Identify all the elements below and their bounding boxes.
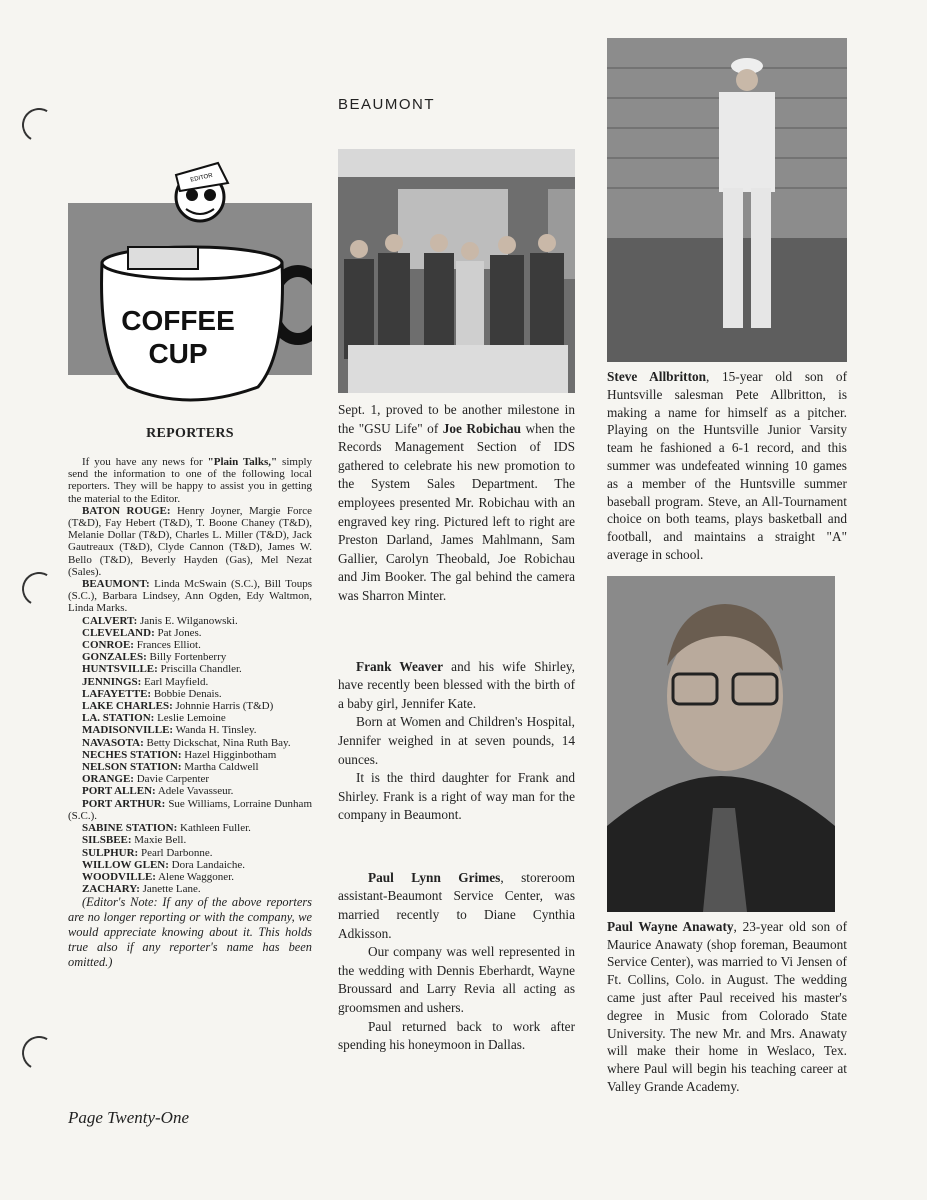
reporter-entry [68, 749, 312, 761]
story-text: It is the third daughter for Frank and Shirley. Frank is a right of way man for the company in Beaumont. [338, 770, 575, 823]
reporter-entry [68, 785, 312, 797]
reporter-location: SABINE STATION: [82, 822, 178, 835]
middle-column [338, 96, 575, 1055]
reporter-names: Dora Landaiche. [168, 858, 245, 871]
reporter-names: Janis E. Wilganowski. [137, 614, 238, 627]
reporter-names: Billy Fortenberry [146, 651, 227, 664]
reporter-entry [68, 724, 312, 736]
story-grimes [338, 869, 575, 1055]
story-text: Born at Women and Children's Hospital, Jennifer weighed in at seven pounds, 14 ounces. [338, 714, 575, 767]
reporter-entry [68, 639, 312, 651]
reporters-list [68, 456, 312, 970]
reporter-location: SILSBEE: [82, 834, 132, 847]
intro-text: If you have any news for [82, 456, 208, 468]
reporter-entry [68, 615, 312, 627]
reporter-location: BEAUMONT: [82, 578, 150, 591]
coffee-cup-logo [68, 155, 312, 410]
reporter-location: SULPHUR: [82, 846, 139, 859]
reporter-entry [68, 773, 312, 785]
reporter-entry [68, 798, 312, 822]
right-column [607, 38, 847, 1096]
reporter-location: PORT ALLEN: [82, 785, 156, 798]
reporter-location: CLEVELAND: [82, 626, 155, 639]
reporter-location: CALVERT: [82, 614, 138, 627]
cup-text-1: COFFEE [121, 305, 235, 336]
intro-bold: "Plain Talks," [207, 456, 278, 468]
caption-anawaty [607, 918, 847, 1096]
reporter-location: BATON ROUGE: [82, 504, 171, 517]
binder-hole [18, 1032, 60, 1074]
reporter-names: Frances Elliot. [133, 639, 201, 652]
binder-hole [18, 104, 60, 146]
reporter-names: Priscilla Chandler. [157, 663, 242, 676]
story-text: when the Records Management Section of IDS gathered to celebrate his new promotion to the System Sales Department. The employees presented Mr. Robichau with an engraved key ring. Pictured left to right are Preston Darland, James Mahlmann, Sam Gallier, Carolyn Theobald, Joe Robichau and Jim Booker. The gal behind the camera was Sharron Minter. [338, 420, 575, 603]
reporter-names: Sue Williams, Lorraine Dunham (S.C.). [68, 797, 312, 822]
reporter-entry [68, 834, 312, 846]
story-name: Joe Robichau [442, 420, 522, 436]
reporter-names: Kathleen Fuller. [177, 822, 251, 835]
reporter-entry [68, 883, 312, 895]
story-text: Paul returned back to work after spending his honeymoon in Dallas. [338, 1018, 575, 1053]
reporter-entry [68, 871, 312, 883]
reporter-entry [68, 761, 312, 773]
reporter-entry [68, 847, 312, 859]
portrait-photo [607, 576, 835, 912]
caption-allbritton [607, 368, 847, 564]
caption-text: , 15-year old son of Huntsville salesman Pete Allbritton, is making a name for himself as a pitcher. Playing on the Huntsville Junior Varsity team he fashioned a 6-1 record, and this summer was undefeated winning 10 games as a member of the Huntsville summer baseball program. Steve, an All-Tournament choice on both teams, plays basketball and football, and maintains a straight "A" average in school. [607, 369, 847, 562]
reporter-location: NELSON STATION: [82, 761, 182, 774]
reporter-names: Alene Waggoner. [155, 870, 234, 883]
reporter-names: Adele Vavasseur. [155, 785, 234, 798]
reporter-location: LA. STATION: [82, 712, 155, 725]
story-text: , storeroom assistant-Beaumont Service Center, was married recently to Diane Cynthia Adkisson. [338, 869, 575, 941]
reporter-entry [68, 651, 312, 663]
reporter-location: HUNTSVILLE: [82, 663, 158, 676]
reporter-names: Henry Joyner, Margie Force (T&D), Fay Hebert (T&D), T. Boone Chaney (T&D), Melanie Dollar (T&D), Charles L. Miller (T&D), Jack Gautreaux (T&D), Clyde Cannon (T&D), James W. Bello (T&D), Beverly Hayden (Gas), Mel Nezat (Sales). [68, 504, 312, 578]
story-robichau [338, 401, 575, 606]
reporter-location: LAKE CHARLES: [82, 700, 173, 713]
story-text: Sept. 1, proved to be another milestone in the "GSU Life" of [338, 402, 575, 436]
reporter-location: PORT ARTHUR: [82, 797, 166, 810]
reporter-location: WILLOW GLEN: [82, 858, 169, 871]
caption-name: Steve Allbritton [607, 369, 707, 384]
reporters-title: REPORTERS [146, 426, 234, 441]
reporter-names: Linda McSwain (S.C.), Bill Toups (S.C.), Barbara Lindsey, Ann Ogden, Edy Waltmon, Linda Marks. [68, 578, 312, 615]
reporter-names: Betty Dickschat, Nina Ruth Bay. [143, 736, 291, 749]
reporter-entry [68, 712, 312, 724]
group-photo [338, 149, 575, 393]
baseball-player-photo [607, 38, 847, 362]
reporter-location: NAVASOTA: [82, 736, 144, 749]
hat-text: EDITOR [189, 172, 214, 184]
story-text: and his wife Shirley, have recently been blessed with the birth of a baby girl, Jennifer Kate. [338, 658, 575, 711]
reporter-names: Maxie Bell. [131, 834, 187, 847]
reporter-names: Pearl Darbonne. [138, 846, 213, 859]
reporter-entry [68, 822, 312, 834]
intro-text: simply send the information to one of the following local reporters. They will be happy to assist you in getting the material to the Editor. [68, 456, 312, 505]
story-text: Our company was well represented in the wedding with Dennis Eberhardt, Wayne Broussard and Larry Revia all acting as groomsmen and ushers. [338, 944, 575, 1016]
page-number: Page Twenty-One [68, 1108, 190, 1127]
reporter-names: Wanda H. Tinsley. [173, 724, 257, 737]
reporter-names: Johnnie Harris (T&D) [172, 700, 274, 713]
reporter-location: WOODVILLE: [82, 870, 156, 883]
reporter-location: LAFAYETTE: [82, 687, 152, 700]
reporter-location: NECHES STATION: [82, 748, 182, 761]
reporter-location: ORANGE: [82, 773, 134, 786]
reporter-entry [68, 663, 312, 675]
reporter-entry [68, 859, 312, 871]
cup-text-2: CUP [148, 338, 208, 369]
left-column [68, 155, 312, 970]
reporter-location: GONZALES: [82, 651, 147, 664]
caption-text: , 23-year old son of Maurice Anawaty (shop foreman, Beaumont Service Center), was married to Vi Jensen of Ft. Collins, Colo. in August. The wedding came just after Paul received his master's degree in Music from Colorado State University. The new Mr. and Mrs. Anawaty will make their home in Weslaco, Tex. where Paul will begin his teaching career at Valley Grande Academy. [607, 918, 848, 1094]
reporter-entry [68, 700, 312, 712]
reporter-names: Bobbie Denais. [151, 687, 222, 700]
section-title: BEAUMONT [338, 96, 436, 113]
reporter-location: ZACHARY: [82, 883, 140, 896]
reporter-names: Davie Carpenter [133, 773, 210, 786]
reporter-names: Earl Mayfield. [141, 675, 209, 688]
reporter-names: Pat Jones. [154, 626, 202, 639]
editor-note: (Editor's Note: If any of the above reporters are no longer reporting or with the company, we would appreciate knowing about it. This holds true also if any reporter's name has been omitted.) [68, 895, 312, 970]
reporter-location: MADISONVILLE: [82, 724, 174, 737]
binder-hole [18, 568, 60, 610]
reporter-entry [68, 627, 312, 639]
reporter-entry [68, 688, 312, 700]
story-name: Paul Lynn Grimes [368, 869, 501, 885]
caption-name: Paul Wayne Anawaty [607, 918, 734, 934]
reporters-intro [68, 456, 312, 505]
reporter-location: CONROE: [82, 639, 134, 652]
reporter-entry [68, 505, 312, 578]
reporter-location: JENNINGS: [82, 675, 142, 688]
reporter-names: Hazel Higginbotham [181, 748, 277, 761]
reporter-names: Leslie Lemoine [154, 712, 226, 725]
story-weaver [338, 658, 575, 825]
reporter-entry [68, 578, 312, 615]
reporter-entry [68, 676, 312, 688]
reporter-names: Martha Caldwell [181, 761, 259, 774]
reporter-entry [68, 737, 312, 749]
reporter-names: Janette Lane. [139, 883, 201, 896]
story-name: Frank Weaver [356, 658, 443, 674]
